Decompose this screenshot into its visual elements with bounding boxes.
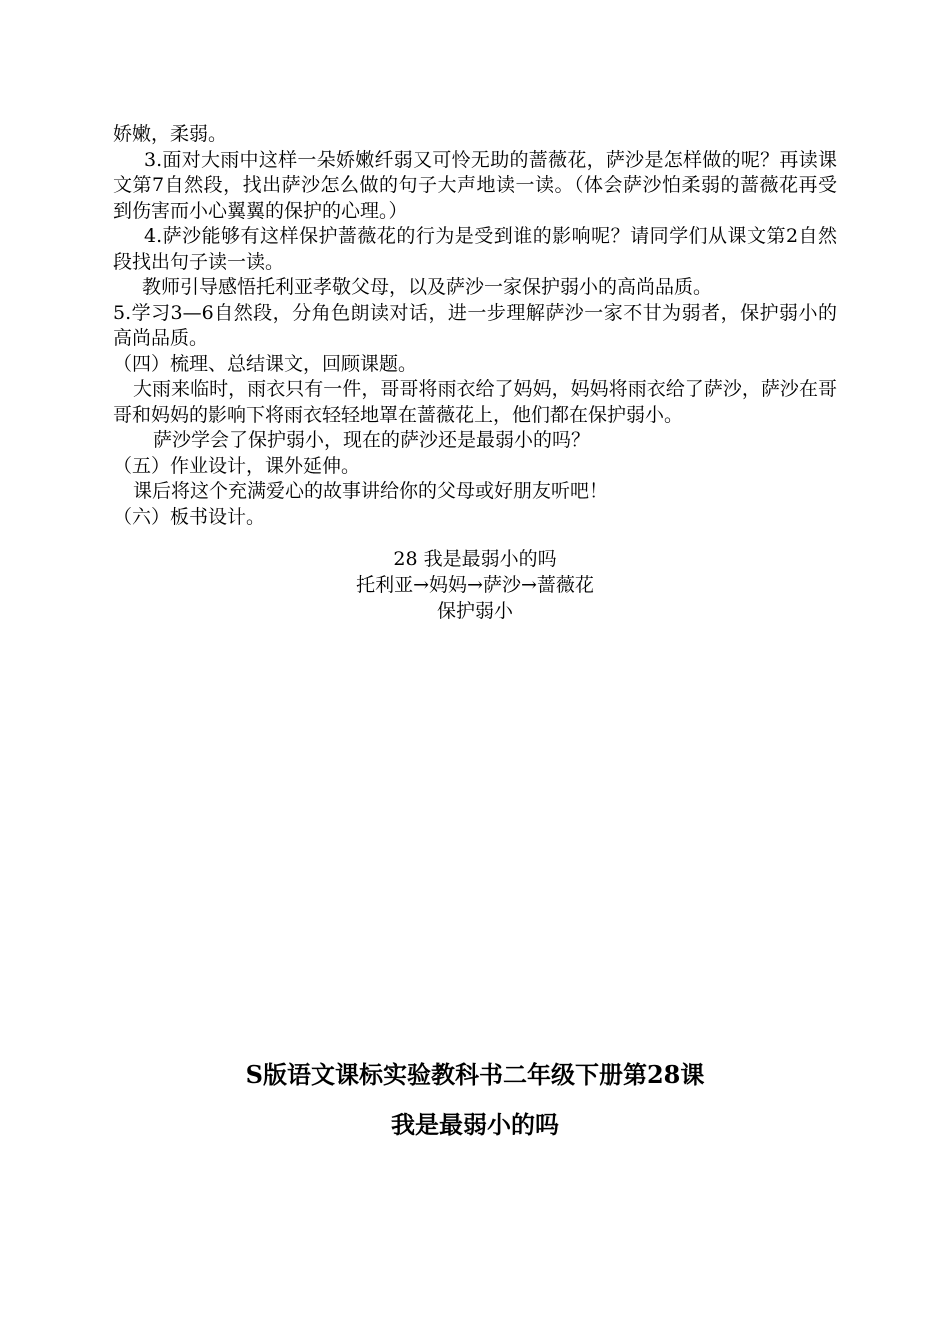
section-heading: （六）板书设计。 [113,505,266,528]
paragraph: 3.面对大雨中这样一朵娇嫩纤弱又可怜无助的蔷薇花，萨沙是怎样做的呢？再读课文第7自然段，找出萨沙怎么做的句子大声地读一读。（体会萨沙怕柔弱的蔷薇花再受到伤害而小心翼翼的保护的心理。） [113,148,837,222]
board-chain: 托利亚→妈妈→萨沙→蔷薇花 [356,574,594,596]
lesson-plan-body [113,122,837,530]
board-title: 28 我是最弱小的吗 [393,548,557,570]
board-theme: 保护弱小 [436,600,513,622]
paragraph: 5.学习3—6自然段，分角色朗读对话，进一步理解萨沙一家不甘为弱者，保护弱小的高尚品质。 [113,301,837,349]
paragraph: 教师引导感悟托利亚孝敬父母，以及萨沙一家保护弱小的高尚品质。 [142,276,713,298]
book-title: S版语文课标实验教科书二年级下册第28课 [245,1060,705,1089]
paragraph: 大雨来临时，雨衣只有一件，哥哥将雨衣给了妈妈，妈妈将雨衣给了萨沙，萨沙在哥哥和妈妈的影响下将雨衣轻轻地罩在蔷薇花上，他们都在保护弱小。 [113,378,837,426]
section-heading: （四）梳理、总结课文，回顾课题。 [113,352,418,375]
paragraph: 4.萨沙能够有这样保护蔷薇花的行为是受到谁的影响呢？请同学们从课文第2自然段找出句子读一读。 [113,225,837,273]
paragraph: 课后将这个充满爱心的故事讲给你的父母或好朋友听吧！ [133,480,609,502]
paragraph: 娇嫩，柔弱。 [113,123,228,145]
blackboard-design [0,546,950,624]
cover-title [0,1050,950,1150]
lesson-title: 我是最弱小的吗 [391,1110,559,1139]
paragraph: 萨沙学会了保护弱小，现在的萨沙还是最弱小的吗？ [153,429,591,451]
section-heading: （五）作业设计，课外延伸。 [113,454,361,477]
